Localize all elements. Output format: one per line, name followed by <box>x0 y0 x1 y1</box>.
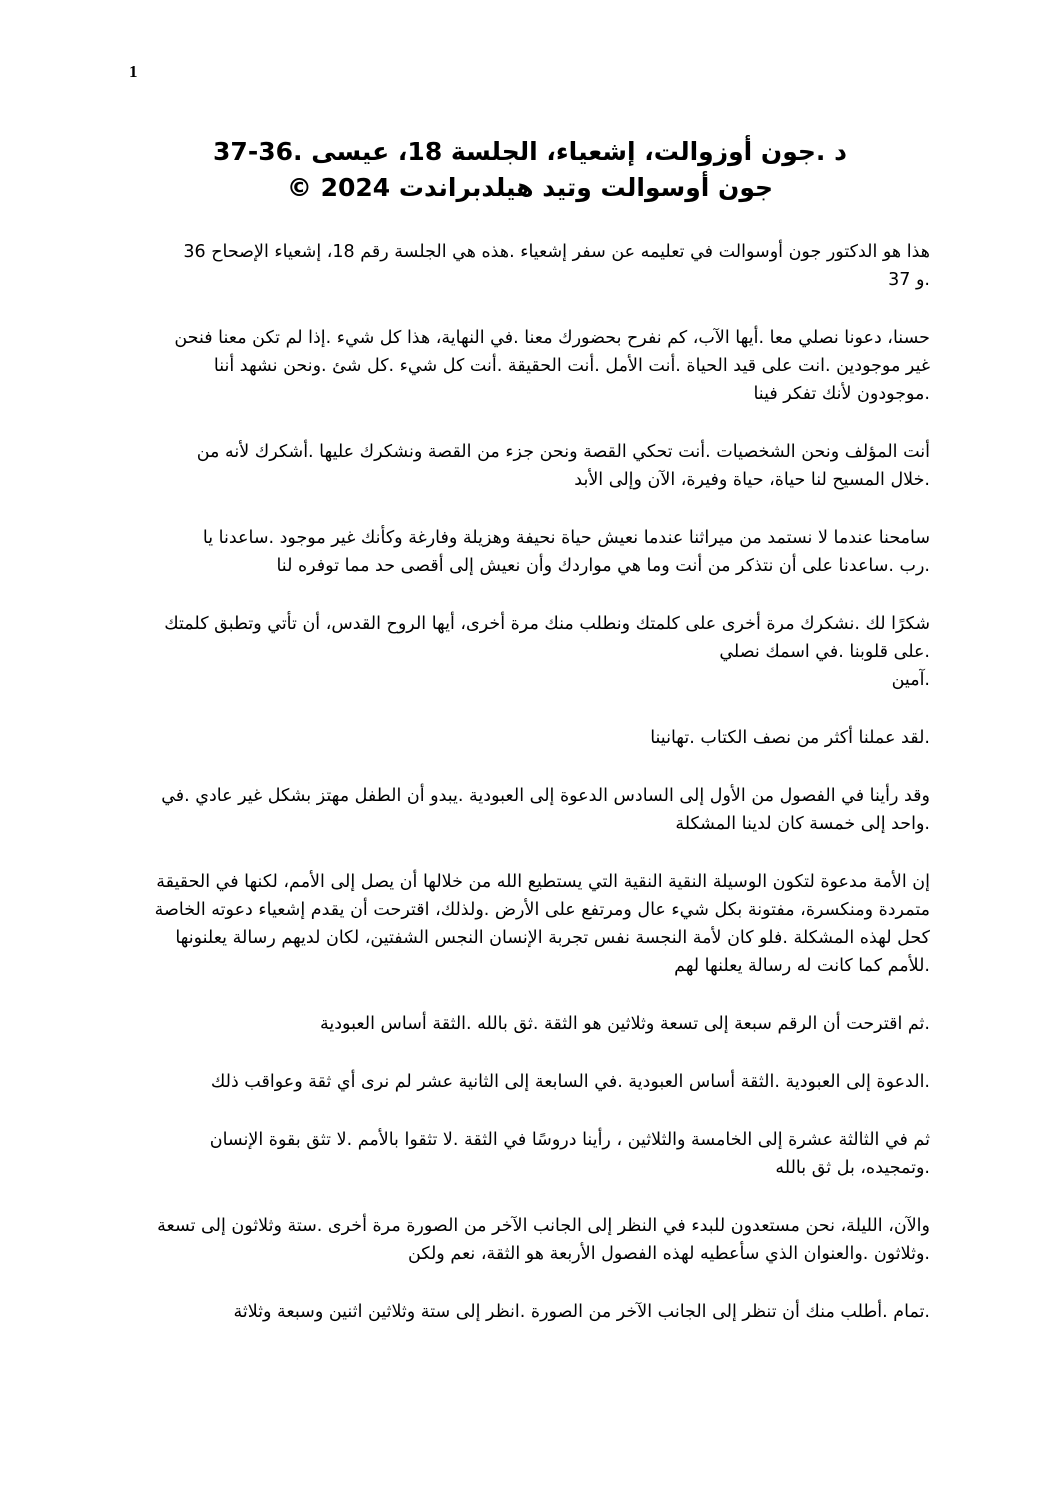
paragraph-line: .واحد إلى خمسة كان لدينا المشكلة <box>675 814 930 834</box>
paragraph <box>130 1212 930 1268</box>
paragraph-line: .لقد عملنا أكثر من نصف الكتاب .تهانينا <box>650 728 930 748</box>
paragraph <box>130 724 930 752</box>
paragraph-line: ثم في الثالثة عشرة إلى الخامسة والثلاثين ، رأينا دروسًا في الثقة .لا تثقوا بالأمم .لا تثق بقوة الإنسان <box>209 1130 930 1150</box>
paragraph-line: .ثم اقترحت أن الرقم سبعة إلى تسعة وثلاثين هو الثقة .ثق بالله .الثقة أساس العبودية <box>319 1014 930 1034</box>
paragraph-line: سامحنا عندما لا نستمد من ميراثنا عندما نعيش حياة نحيفة وهزيلة وفارغة وكأنك غير موجود .ساعدنا يا <box>202 528 930 548</box>
paragraph <box>130 610 930 694</box>
paragraph <box>130 1298 930 1326</box>
paragraph-line: .موجودون لأنك تفكر فينا <box>753 384 930 404</box>
paragraph-line: غير موجودين .انت على قيد الحياة .أنت الأمل .أنت الحقيقة .أنت كل شيء .كل شئ .ونحن نشهد أننا <box>213 356 930 376</box>
paragraph-line: حسنا، دعونا نصلي معا .أيها الآب، كم نفرح بحضورك معنا .في النهاية، هذا كل شيء .إذا لم تكن معنا فنحن <box>174 328 930 348</box>
paragraph <box>130 524 930 580</box>
paragraph-line: .خلال المسيح لنا حياة، حياة وفيرة، الآن وإلى الأبد <box>574 470 930 490</box>
paragraph <box>130 324 930 408</box>
paragraph-line: .على قلوبنا .في اسمك نصلي <box>719 642 930 662</box>
paragraph-line: والآن، الليلة، نحن مستعدون للبدء في النظر إلى الجانب الآخر من الصورة مرة أخرى .ستة وثلاثون إلى تسعة <box>157 1216 930 1236</box>
title-line-1: د .جون أوزوالت، إشعياء، الجلسة 18، عيسى .36-37 <box>213 137 847 166</box>
paragraph-line: .و 37 <box>888 270 930 290</box>
paragraph-line: .رب .ساعدنا على أن نتذكر من أنت وما هي مواردك وأن نعيش إلى أقصى حد مما توفره لنا <box>276 556 930 576</box>
document-body <box>130 238 930 1356</box>
document-title <box>130 134 930 206</box>
paragraph-line: هذا هو الدكتور جون أوسوالت في تعليمه عن سفر إشعياء .هذه هي الجلسة رقم 18، إشعياء الإصحاح 36 <box>183 242 930 262</box>
paragraph-line: .وثلاثون .والعنوان الذي سأعطيه لهذه الفصول الأربعة هو الثقة، نعم ولكن <box>407 1244 930 1264</box>
paragraph <box>130 1068 930 1096</box>
paragraph <box>130 1010 930 1038</box>
paragraph-line: .تمام .أطلب منك أن تنظر إلى الجانب الآخر من الصورة .انظر إلى ستة وثلاثين اثنين وسبعة وثلاثة <box>233 1302 930 1322</box>
paragraph <box>130 238 930 294</box>
paragraph <box>130 868 930 980</box>
paragraph-line: .آمين <box>891 670 930 690</box>
paragraph-line: .الدعوة إلى العبودية .الثقة أساس العبودية .في السابعة إلى الثانية عشر لم نرى أي ثقة وعواقب ذلك <box>210 1072 930 1092</box>
paragraph-line: إن الأمة مدعوة لتكون الوسيلة النقية النقية التي يستطيع الله من خلالها أن يصل إلى الأمم، لكنها في الحقيقة <box>156 872 930 892</box>
paragraph-line: أنت المؤلف ونحن الشخصيات .أنت تحكي القصة ونحن جزء من القصة ونشكرك عليها .أشكرك لأنه من <box>196 442 930 462</box>
paragraph-line: شكرًا لك .نشكرك مرة أخرى على كلمتك ونطلب منك مرة أخرى، أيها الروح القدس، أن تأتي وتطبق كلمتك <box>164 614 930 634</box>
paragraph-line: وقد رأينا في الفصول من الأول إلى السادس الدعوة إلى العبودية .يبدو أن الطفل مهتز بشكل غير عادي .في <box>161 786 930 806</box>
paragraph-line: .للأمم كما كانت له رسالة يعلنها لهم <box>674 956 930 976</box>
page-number: 1 <box>129 62 138 81</box>
title-line-2: جون أوسوالت وتيد هيلدبراندت 2024 © <box>286 173 774 202</box>
paragraph-line: .وتمجيده، بل ثق بالله <box>775 1158 930 1178</box>
paragraph <box>130 1126 930 1182</box>
paragraph-line: كحل لهذه المشكلة .فلو كان لأمة النجسة نفس تجربة الإنسان النجس الشفتين، لكان لديهم رسالة يعلنونها <box>175 928 930 948</box>
paragraph <box>130 782 930 838</box>
paragraph-line: متمردة ومنكسرة، مفتونة بكل شيء عال ومرتفع على الأرض .ولذلك، اقترحت أن يقدم إشعياء دعوته الخاصة <box>154 900 930 920</box>
paragraph <box>130 438 930 494</box>
